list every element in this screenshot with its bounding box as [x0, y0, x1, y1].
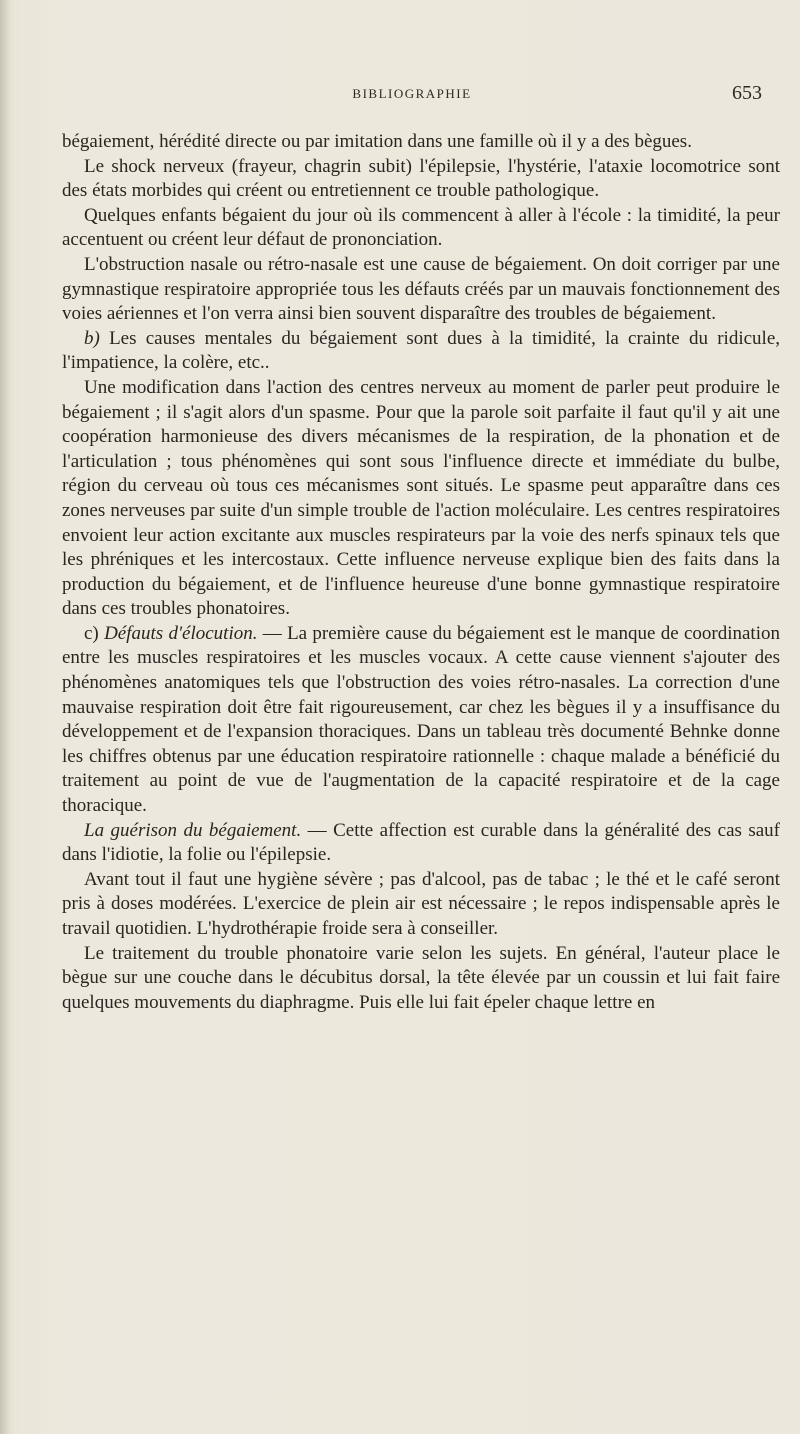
paragraph: Quelques enfants bégaient du jour où ils commencent à aller à l'école : la timidité, la peur accentuent ou créent leur défaut de prononciation. — [62, 204, 780, 251]
page-binding-edge — [0, 0, 10, 1434]
paragraph: La guérison du bégaiement. — Cette affection est curable dans la généralité des cas sauf dans l'idiotie, la folie ou l'épilepsie. — [62, 819, 780, 866]
section-heading: Défauts d'élocution. — [104, 622, 258, 644]
running-title: BIBLIOGRAPHIE — [352, 86, 472, 101]
page-number: 653 — [732, 82, 762, 104]
body-text — [62, 130, 780, 1015]
paragraph: Le traitement du trouble phonatoire varie selon les sujets. En général, l'auteur place le bègue sur une couche dans le décubitus dorsal, la tête élevée par un coussin et lui fait faire quelques mouvements du diaphragme. Puis elle lui fait épeler chaque lettre en — [62, 942, 780, 1013]
paragraph: Avant tout il faut une hygiène sévère ; pas d'alcool, pas de tabac ; le thé et le café seront pris à doses modérées. L'exercice de plein air est nécessaire ; le repos indispensable après le travail quotidien. L'hydrothérapie froide sera à conseiller. — [62, 868, 780, 939]
section-letter: b) — [84, 327, 100, 349]
paragraph: c) Défauts d'élocution. — La première cause du bégaiement est le manque de coordination entre les muscles respiratoires et les muscles vocaux. A cette cause viennent s'ajouter des phénomènes anatomiques tels que l'obstruction des voies rétro-nasales. La correction d'une mauvaise respiration doit être fait rigoureusement, car chez les bègues il y a insuffisance du développement et de l'expansion thoraciques. Dans un tableau très documenté Behnke donne les chiffres obtenus par une éducation respiratoire rationnelle : chaque malade a bénéficié du traitement au point de vue de l'augmentation de la capacité respiratoire et de la cage thoracique. — [62, 622, 780, 817]
paragraph: bégaiement, hérédité directe ou par imitation dans une famille où il y a des bègues. — [62, 131, 692, 152]
paragraph: Une modification dans l'action des centres nerveux au moment de parler peut produire le bégaiement ; il s'agit alors d'un spasme. Pour que la parole soit parfaite il faut qu'il y ait une coopération harmonieuse des divers mécanismes de la respiration, de la phonation et de l'articulation ; tous phénomènes qui sont sous l'influence directe et immédiate du bulbe, région du cerveau où tous ces mécanismes sont situés. Le spasme peut apparaître dans ces zones nerveuses par suite d'un simple trouble de l'action moléculaire. Les centres respiratoires envoient leur action excitante aux muscles respirateurs par la voie des nerfs spinaux tels que les phréniques et les intercostaux. Cette influence nerveuse explique bien des faits dans la production du bégaiement, et de l'influence heureuse d'une bonne gymnastique respiratoire dans ces troubles phonatoires. — [62, 376, 780, 620]
section-heading: La guérison du bégaiement. — [84, 819, 302, 841]
paragraph: b) Les causes mentales du bégaiement sont dues à la timidité, la crainte du ridicule, l'impatience, la colère, etc.. — [62, 327, 780, 374]
paragraph: L'obstruction nasale ou rétro-nasale est une cause de bégaiement. On doit corriger par une gymnastique respiratoire appropriée tous les défauts créés par un mauvais fonctionnement des voies aériennes et l'on verra ainsi bien souvent disparaître des troubles de bégaiement. — [62, 253, 780, 325]
paragraph: Le shock nerveux (frayeur, chagrin subit) l'épilepsie, l'hystérie, l'ataxie locomotrice sont des états morbides qui créent ou entretiennent ce trouble pathologique. — [62, 155, 780, 202]
page-header — [62, 82, 762, 110]
section-letter: c) — [84, 622, 99, 644]
